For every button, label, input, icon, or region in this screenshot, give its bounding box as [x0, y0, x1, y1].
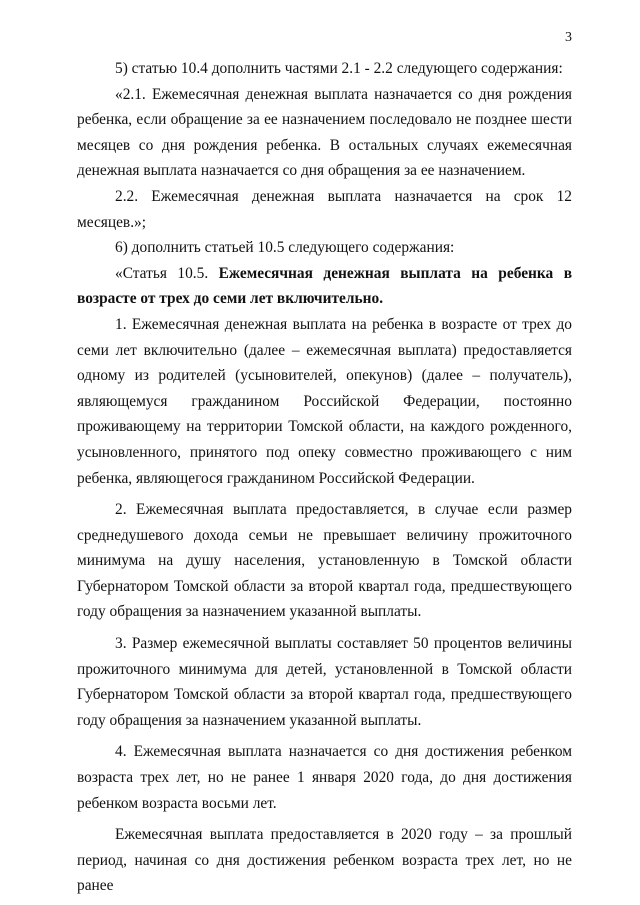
article-item-1: 1. Ежемесячная денежная выплата на ребенка в возрасте от трех до семи лет включительно (далее – ежемесячная выплата) предоставляется одному из родителей (усыновителей, опекунов) (далее – получатель), являющемуся гражданином Российской Федерации, постоянно проживающему на территории Томской области, на каждого рожденного, усыновленного, принятого под опеку совместно проживающего с ним ребенка, являющегося гражданином Российской Федерации. [77, 315, 572, 487]
article-item-4: 4. Ежемесячная выплата назначается со дня достижения ребенком возраста трех лет, но не ранее 1 января 2020 года, до дня достижения ребенком возраста восьми лет. [77, 743, 572, 812]
paragraph-part-2-2: 2.2. Ежемесячная денежная выплата назначается на срок 12 месяцев.»; [77, 187, 572, 231]
article-item-2: 2. Ежемесячная выплата предоставляется, в случае если размер среднедушевого дохода семьи не превышает величину прожиточного минимума на душу населения, установленную в Томской области Губернатором Томской области за второй квартал года, предшествующего году обращения за назначением указанной выплаты. [77, 501, 572, 621]
paragraph-amend-10-4: 5) статью 10.4 дополнить частями 2.1 - 2.2 следующего содержания: [115, 60, 563, 77]
document-body [77, 56, 572, 899]
article-item-4-continuation: Ежемесячная выплата предоставляется в 2020 году – за прошлый период, начиная со дня достижения ребенком возраста трех лет, но не ранее [77, 826, 572, 895]
article-prefix: «Статья 10.5. [115, 264, 219, 282]
page-number: 3 [565, 30, 572, 45]
article-item-3: 3. Размер ежемесячной выплаты составляет 50 процентов величины прожиточного минимума для детей, установленной в Томской области Губернатором Томской области за второй квартал года, предшествующего году обращения за назначением указанной выплаты. [77, 635, 572, 729]
paragraph-part-2-1: «2.1. Ежемесячная денежная выплата назначается со дня рождения ребенка, если обращение за ее назначением последовало не позднее шести месяцев со дня рождения ребенка. В остальных случаях ежемесячная денежная выплата назначается со дня обращения за ее назначением. [77, 85, 572, 180]
article-title: Ежемесячная денежная выплата на ребенка в возрасте от трех до семи лет включительно. [77, 264, 573, 308]
paragraph-add-article-10-5: 6) дополнить статьей 10.5 следующего содержания: [115, 239, 455, 257]
article-heading [77, 261, 572, 312]
